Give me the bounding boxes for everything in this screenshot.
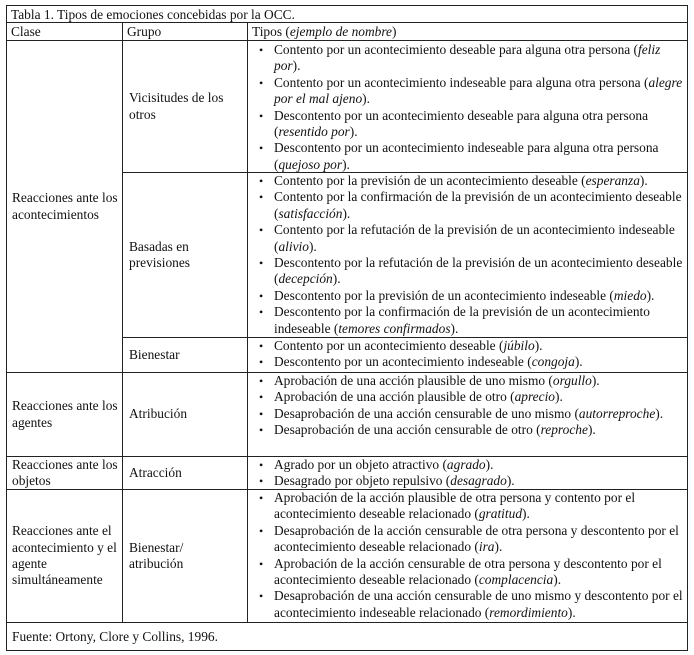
tipo-item: • Descontento por la confirmación de la previsión de un acontecimiento indeseable (temores confirmados). xyxy=(255,304,687,337)
tipo-item: • Descontento por un acontecimiento indeseable para alguna otra persona (quejoso por). xyxy=(255,140,687,173)
emotion-example: autorreproche xyxy=(578,405,656,421)
emotion-example: quejoso por xyxy=(278,156,343,172)
grupo-cell xyxy=(129,41,245,172)
emotion-example: ira xyxy=(478,539,495,555)
grupo-cell xyxy=(129,373,245,456)
clase-cell xyxy=(12,490,120,622)
tipos-cell xyxy=(255,457,687,490)
tipo-item: • Contento por la confirmación de la previsión de un acontecimiento deseable (satisfacción). xyxy=(255,189,687,222)
grupo-label: Bienestar/ atribución xyxy=(129,539,184,571)
emotions-table xyxy=(6,5,688,651)
divider xyxy=(122,22,123,622)
tipo-item: • Contento por la previsión de un acontecimiento deseable (esperanza). xyxy=(255,173,687,189)
tipo-item: • Descontento por la previsión de un acontecimiento indeseable (miedo). xyxy=(255,288,687,304)
table-footer-source: Fuente: Ortony, Clore y Collins, 1996. xyxy=(12,629,218,644)
grupo-label: Vicisitudes de los otros xyxy=(129,90,224,122)
tipos-cell xyxy=(255,490,687,621)
emotion-example: aprecio xyxy=(514,389,555,405)
tipos-cell xyxy=(255,338,687,371)
header-clase: Clase xyxy=(11,24,41,39)
clase-label: Reacciones ante los agentes xyxy=(12,398,118,430)
tipos-list xyxy=(255,490,687,621)
emotion-example: remordimiento xyxy=(489,604,568,620)
tipo-item: • Desaprobación de una acción censurable de otro (reproche). xyxy=(255,422,687,438)
tipo-item: • Contento por la refutación de la previsión de un acontecimiento indeseable (alivio). xyxy=(255,222,687,255)
tipo-item: • Contento por un acontecimiento deseable para alguna otra persona (feliz por). xyxy=(255,42,687,75)
emotion-example: alivio xyxy=(278,238,309,254)
tipo-item: • Aprobación de la acción censurable de otra persona y descontento por el acontecimiento deseable relacionado (complacencia). xyxy=(255,556,687,589)
grupo-label: Atracción xyxy=(129,464,182,480)
grupo-label: Basadas en previsiones xyxy=(129,238,190,270)
tipos-cell xyxy=(255,373,687,439)
emotion-example: alegre por el mal ajeno xyxy=(274,74,683,107)
tipo-item: • Desagrado por objeto repulsivo (desagrado). xyxy=(255,473,687,489)
tipo-item: • Agrado por un objeto atractivo (agrado). xyxy=(255,457,687,473)
grupo-cell xyxy=(129,338,245,372)
emotion-example: congoja xyxy=(531,354,575,370)
grupo-label: Atribución xyxy=(129,406,188,422)
tipo-item: • Descontento por la refutación de la previsión de un acontecimiento deseable (decepción). xyxy=(255,255,687,288)
divider xyxy=(247,22,248,622)
emotion-example: feliz por xyxy=(274,42,661,74)
tipo-item: • Desaprobación de una acción censurable de uno mismo (autorreproche). xyxy=(255,406,687,422)
grupo-label: Bienestar xyxy=(129,346,180,362)
tipos-cell xyxy=(255,173,687,337)
emotion-example: desagrado xyxy=(450,473,507,489)
tipo-item: • Desaprobación de la acción censurable de otra persona y descontento por el acontecimiento deseable relacionado (ira). xyxy=(255,523,687,556)
table-caption: Tabla 1. Tipos de emociones concebidas por la OCC. xyxy=(11,7,295,22)
tipo-item: • Aprobación de la acción plausible de otra persona y contento por el acontecimiento deseable relacionado (gratitud). xyxy=(255,490,687,523)
tipo-item: • Desaprobación de una acción censurable de uno mismo y descontento por el acontecimiento indeseable relacionado (remordimiento). xyxy=(255,588,687,621)
clase-label: Reacciones ante el acontecimiento y el agente simultáneamente xyxy=(12,523,117,588)
emotion-example: gratitud xyxy=(478,506,523,522)
emotion-example: complacencia xyxy=(478,572,554,588)
grupo-cell xyxy=(129,490,229,622)
tipos-list xyxy=(255,173,687,337)
tipo-item: • Contento por un acontecimiento deseable (júbilo). xyxy=(255,338,687,354)
tipos-list xyxy=(255,373,687,439)
grupo-cell xyxy=(129,173,245,337)
tipos-cell xyxy=(255,42,687,173)
emotion-example: decepción xyxy=(278,271,333,287)
tipos-list xyxy=(255,338,687,371)
emotion-example: temores confirmados xyxy=(338,320,451,336)
header-grupo: Grupo xyxy=(127,24,162,39)
emotion-example: satisfacción xyxy=(278,205,343,221)
emotion-example: esperanza xyxy=(585,173,640,188)
emotion-example: miedo xyxy=(613,287,647,303)
header-tipos: Tipos (ejemplo de nombre) xyxy=(252,24,397,39)
tipos-list xyxy=(255,457,687,490)
emotion-example: júbilo xyxy=(503,338,535,353)
emotion-example: reproche xyxy=(540,422,588,438)
grupo-cell xyxy=(129,457,245,489)
tipo-item: • Descontento por un acontecimiento indeseable (congoja). xyxy=(255,354,687,370)
emotion-example: agrado xyxy=(446,457,486,472)
tipo-item: • Aprobación de una acción plausible de otro (aprecio). xyxy=(255,389,687,405)
tipo-item: • Aprobación de una acción plausible de uno mismo (orgullo). xyxy=(255,373,687,389)
clase-label: Reacciones ante los objetos xyxy=(12,456,118,488)
clase-cell xyxy=(12,41,120,372)
tipo-item: • Descontento por un acontecimiento deseable para alguna otra persona (resentido por). xyxy=(255,108,687,141)
emotion-example: orgullo xyxy=(552,373,592,388)
clase-label: Reacciones ante los acontecimientos xyxy=(12,190,118,222)
tipos-list xyxy=(255,42,687,173)
clase-cell xyxy=(12,457,120,489)
tipo-item: • Contento por un acontecimiento indeseable para alguna otra persona (alegre por el mal ajeno). xyxy=(255,75,687,108)
clase-cell xyxy=(12,373,120,456)
emotion-example: resentido por xyxy=(278,124,350,140)
